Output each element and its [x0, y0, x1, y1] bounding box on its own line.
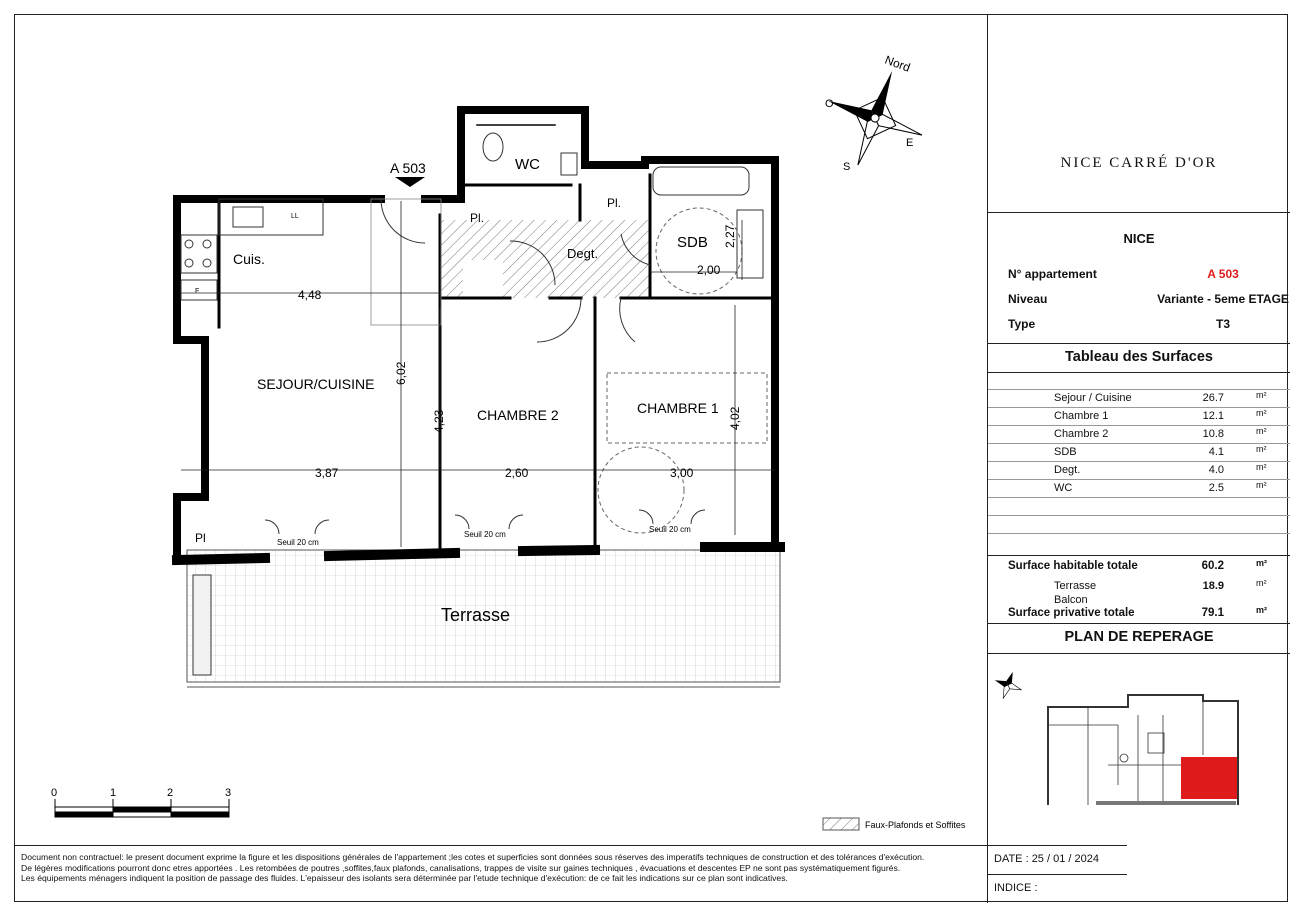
room-degt: Degt. [567, 246, 599, 261]
dim-4-02: 4,02 [728, 406, 742, 430]
habitable-total-label: Surface habitable totale [1008, 560, 1138, 572]
plan-sheet [14, 14, 1288, 902]
fridge-label: F [195, 288, 200, 295]
scale-1: 1 [110, 787, 117, 799]
surface-unit: m² [1256, 426, 1267, 436]
disclaimer-line: Document non contractuel: le present document exprime la figure et les dispositions générales de l'appartement ;les cotes et superficies sont données sous réserves des imperatifs techniques de construction et des tolérances d'exécution. [21, 852, 925, 862]
level-row [1008, 292, 1288, 306]
surface-name: SDB [1054, 446, 1077, 458]
surface-unit: m² [1256, 390, 1267, 400]
surface-unit: m² [1256, 462, 1267, 472]
surface-value: 26.7 [1202, 392, 1224, 404]
habitable-total-row [1008, 560, 1288, 572]
terrace-unit: m² [1256, 578, 1267, 588]
room-kitchen: Cuis. [233, 251, 265, 267]
legend-label: Faux-Plafonds et Soffites [865, 820, 966, 830]
surface-value: 12.1 [1202, 410, 1224, 422]
dim-2-00: 2,00 [697, 263, 721, 277]
room-placard-3: Pl [195, 531, 206, 545]
room-terrace: Terrasse [441, 605, 511, 625]
private-total-row [1008, 607, 1288, 619]
dim-3-87: 3,87 [315, 466, 339, 480]
level-label: Niveau [1008, 292, 1048, 306]
room-sdb: SDB [677, 234, 708, 251]
key-plan-compass-icon [990, 667, 1026, 703]
dishwasher-label: LL [291, 213, 299, 220]
room-wc: WC [515, 156, 540, 173]
surface-row-empty [988, 533, 1290, 551]
scale-bar [55, 799, 229, 817]
indice-value: INDICE : [994, 882, 1038, 894]
legend-hatch-swatch [823, 818, 859, 830]
type-row [1008, 317, 1288, 331]
sill-label-2: Seuil 20 cm [464, 530, 506, 539]
level-value: Variante - 5eme ETAGE [1157, 292, 1289, 306]
surface-name: Sejour / Cuisine [1054, 392, 1132, 404]
dim-4-23: 4,23 [432, 409, 446, 433]
type-label: Type [1008, 317, 1036, 331]
brand-title: NICE CARRÉ D'OR [988, 15, 1290, 213]
planter [193, 575, 211, 675]
terrace-row [1054, 578, 1267, 592]
type-value: T3 [1215, 317, 1231, 331]
floor-plan-drawing [15, 15, 987, 845]
surface-unit: m² [1256, 408, 1267, 418]
surface-unit: m² [1256, 480, 1267, 490]
disclaimer-line: Les équipements ménagers indiquent la position de passage des fluides. L'epaisseur des isolants sera déterminée par l'etude technique d'exécution: de ce fait les indications sur ce plan sont indicatives. [21, 873, 788, 883]
disclaimer-footer [15, 845, 987, 903]
apartment-number-value: A 503 [1207, 267, 1239, 281]
private-total-label: Surface privative totale [1008, 607, 1135, 619]
room-placard-1: Pl. [470, 211, 485, 225]
scale-3: 3 [225, 787, 232, 799]
key-plan-highlight [1181, 757, 1237, 799]
room-bedroom-1: CHAMBRE 1 [637, 400, 719, 416]
scale-0: 0 [51, 787, 58, 799]
sill-label-3: Seuil 20 cm [649, 525, 691, 534]
compass-east-label: E [906, 137, 914, 149]
room-living: SEJOUR/CUISINE [257, 376, 375, 392]
surface-unit: m² [1256, 444, 1267, 454]
surface-row-empty [988, 497, 1290, 515]
date-box [987, 845, 1127, 903]
private-total-unit: m² [1256, 605, 1267, 615]
room-bedroom-2: CHAMBRE 2 [477, 407, 559, 423]
surface-row [988, 389, 1290, 407]
surface-value: 2.5 [1208, 482, 1224, 494]
compass-west-label: O [825, 98, 834, 110]
surface-row [988, 425, 1290, 443]
surface-value: 10.8 [1202, 428, 1224, 440]
surface-value: 4.1 [1208, 446, 1224, 458]
dim-6-02: 6,02 [394, 361, 408, 385]
section-arrow-icon [395, 177, 425, 187]
floor-plan-area [15, 15, 987, 845]
surface-name: Degt. [1054, 464, 1081, 476]
sill-label-1: Seuil 20 cm [277, 538, 319, 547]
surface-row [988, 461, 1290, 479]
bathtub [653, 167, 749, 195]
surface-name: Chambre 2 [1054, 428, 1109, 440]
surface-row [988, 479, 1290, 497]
compass-north-label: Nord [882, 52, 913, 75]
surface-row [988, 443, 1290, 461]
dim-3-00: 3,00 [670, 466, 694, 480]
habitable-total-value: 60.2 [1201, 560, 1224, 572]
surface-name: Chambre 1 [1054, 410, 1109, 422]
habitable-total-unit: m² [1256, 558, 1267, 568]
compass-rose-icon [811, 54, 939, 182]
apartment-number-row [1008, 267, 1288, 281]
key-plan [988, 655, 1290, 805]
surface-row-empty [988, 515, 1290, 533]
date-value: DATE : 25 / 01 / 2024 [988, 846, 1127, 875]
terrace-value: 18.9 [1202, 580, 1224, 592]
city-title: NICE [1123, 231, 1155, 246]
compass-south-label: S [843, 161, 851, 173]
private-total-value: 79.1 [1201, 607, 1224, 619]
room-placard-2: Pl. [607, 196, 622, 210]
section-marker-label: A 503 [390, 160, 426, 176]
surface-name: WC [1054, 482, 1073, 494]
reperage-title: PLAN DE REPERAGE [1064, 629, 1214, 645]
apartment-number-label: N° appartement [1008, 267, 1097, 281]
toilet [483, 133, 503, 161]
dim-2-60: 2,60 [505, 466, 529, 480]
info-panel [987, 15, 1289, 845]
disclaimer-line: De légères modifications pourront donc etres apportées . Les retombées de poutres ,soffites,faux plafonds, canalisations, trappes de visite sur gaines techniques , évacuations et descentes EP ne sont pas systématiquement figurés. [21, 862, 901, 873]
surface-row [988, 407, 1290, 425]
dim-2-27: 2,27 [723, 224, 737, 248]
dim-4-48: 4,48 [298, 288, 322, 302]
terrace-label: Terrasse [1054, 580, 1097, 592]
surfaces-title: Tableau des Surfaces [1064, 349, 1214, 365]
scale-2: 2 [167, 787, 174, 799]
balcony-label: Balcon [1054, 594, 1088, 606]
surface-value: 4.0 [1208, 464, 1224, 476]
